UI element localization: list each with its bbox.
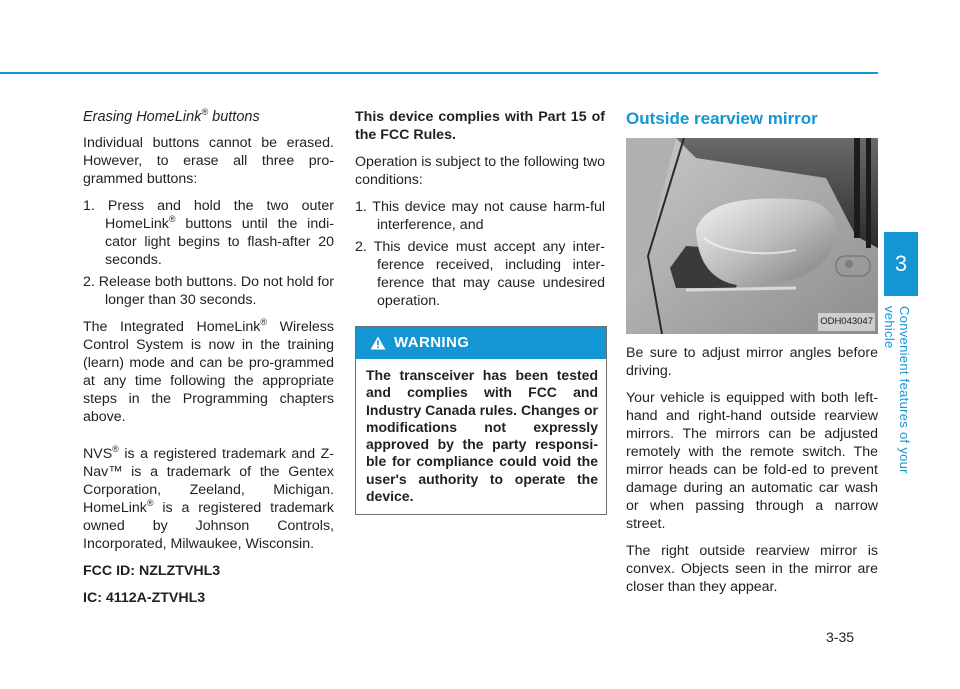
warning-title: WARNING — [394, 334, 470, 351]
page-number: 3-35 — [826, 629, 855, 645]
training-mode-paragraph: The Integrated HomeLink® Wireless Control System is now in the training (learn) mode and can be pro-grammed at any time following the appropriate steps in the Programming chapters above. — [83, 317, 334, 425]
mirror-paragraph-2: Your vehicle is equipped with both left-hand and right-hand outside rearview mirrors. The mirrors can be adjusted remotely with the remote switch. The mirror heads can be fold-ed to prevent damage during an automatic car wash or when passing through a narrow street. — [626, 390, 878, 532]
operation-conditions: Operation is subject to the following two conditions: — [355, 154, 605, 188]
chapter-tab — [884, 232, 918, 296]
fcc-compliance: This device complies with Part 15 of the FCC Rules. — [355, 109, 605, 143]
warning-triangle-icon — [370, 336, 386, 350]
list-item: 1. This device may not cause harm-ful interference, and — [355, 199, 605, 233]
column-right — [626, 108, 878, 605]
erasing-heading: Erasing HomeLink® buttons — [83, 107, 260, 125]
chapter-title: Convenient features of your vehicle — [882, 306, 912, 474]
erase-intro: Individual buttons cannot be erased. However, to erase all three pro-grammed buttons: — [83, 135, 334, 187]
trademark-paragraph: NVS® is a registered trademark and Z-Nav™ is a trademark of the Gentex Corporation, Zeeland, Michigan. HomeLink® is a registered trademark owned by Johnson Controls, Incorporated, Milwaukee, Wisconsin. — [83, 444, 334, 552]
erase-steps — [83, 197, 334, 309]
fcc-id: FCC ID: NZLZTVHL3 — [83, 563, 221, 579]
mirror-illustration — [626, 138, 878, 334]
list-item: 2. This device must accept any inter-ference received, including inter-ference that may cause undesired operation. — [355, 239, 605, 309]
list-item: 1. Press and hold the two outer HomeLink® buttons until the indi-cator light begins to flash-after 20 seconds. — [83, 198, 334, 268]
mirror-paragraph-3: The right outside rearview mirror is convex. Objects seen in the mirror are closer than they appear. — [626, 543, 878, 595]
warning-box — [355, 326, 607, 515]
column-middle — [355, 108, 605, 515]
conditions-list — [355, 198, 605, 310]
section-title: Outside rearview mirror — [626, 109, 818, 128]
chapter-number: 3 — [894, 251, 908, 276]
list-item: 2. Release both buttons. Do not hold for longer than 30 seconds. — [83, 274, 334, 308]
column-left — [83, 108, 334, 616]
warning-header — [356, 327, 606, 359]
warning-text: The transceiver has been tested and complies with FCC and Industry Canada rules. Changes or modifications not expressly approved by the party responsi-ble for compliance could void the user's authority to operate the device. — [366, 367, 598, 505]
mirror-paragraph-1: Be sure to adjust mirror angles before driving. — [626, 345, 878, 379]
ic-number: IC: 4112A-ZTVHL3 — [83, 590, 206, 606]
image-code: ODH043047 — [818, 313, 875, 331]
mirror-photo — [626, 138, 878, 334]
header-rule — [0, 72, 878, 74]
